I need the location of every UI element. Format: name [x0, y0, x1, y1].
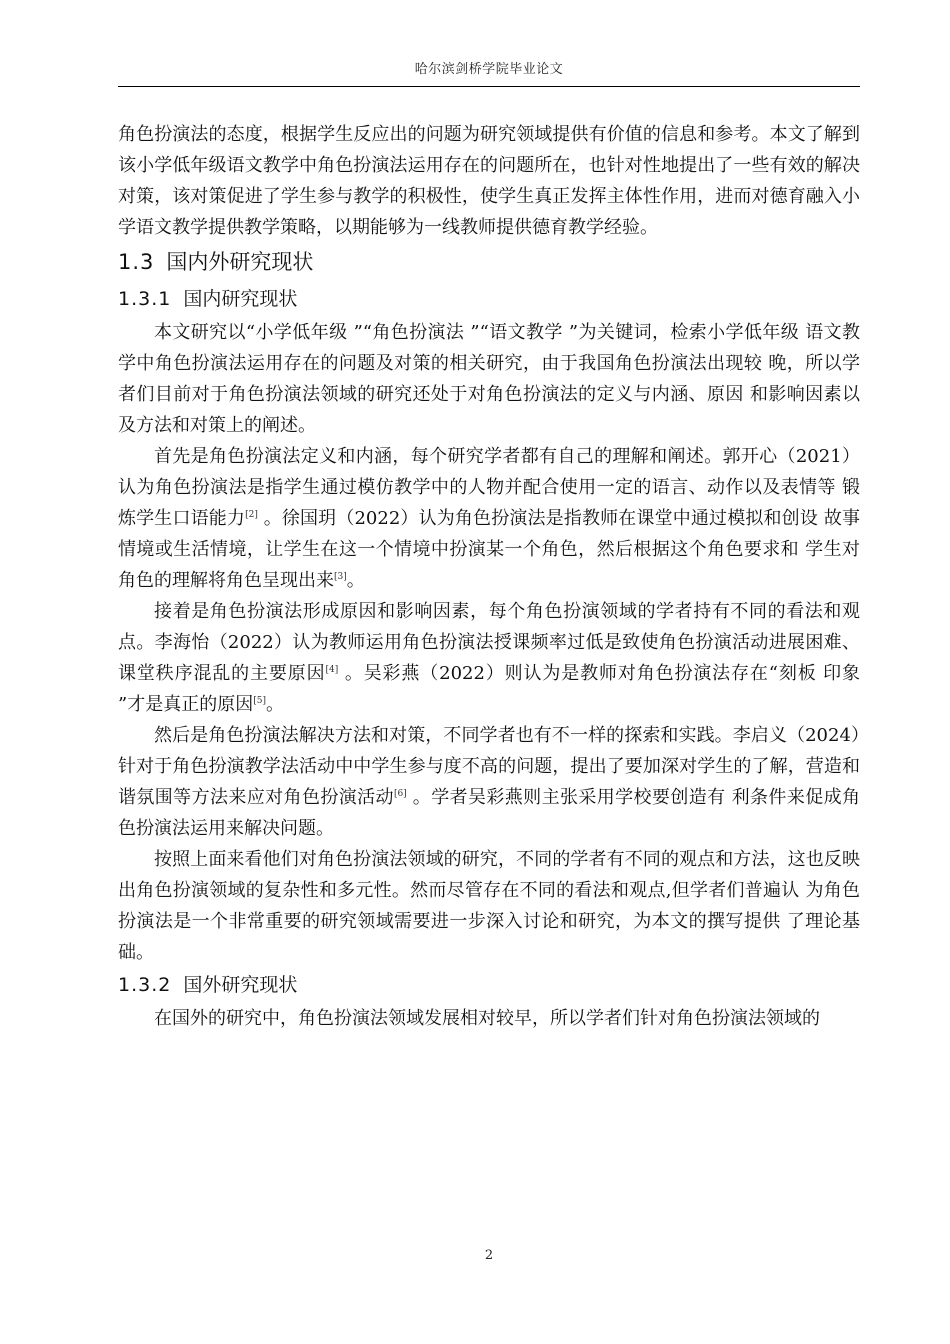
text-segment: 。 [346, 570, 365, 591]
text-segment: 。吴彩燕（2022）则认为是教师对角色扮演法存在“刻板 印象 ”才是真正的原因 [118, 663, 861, 715]
text-segment: 接着是角色扮演法形成原因和影响因素，每个角色扮演领域的学者持有不同的看法和观点。李海怡（2022）认为教师运用角色扮演法授课频率过低是致使角色扮演活动进展困难、课堂秩序混乱的主要原因 [118, 601, 860, 684]
paragraph-definition [118, 441, 860, 596]
citation-ref-4: [4] [325, 665, 339, 675]
text-segment: 。 [265, 694, 284, 715]
section-number: 1.3.1 [118, 288, 172, 310]
running-header: 哈尔滨剑桥学院毕业论文 [414, 62, 564, 77]
citation-ref-5: [5] [253, 696, 266, 706]
citation-ref-2: [2] [245, 510, 258, 520]
citation-ref-6: [6] [393, 789, 407, 799]
text-segment: 首先是角色扮演法定义和内涵，每个研究学者都有自己的理解和阐述。郭开心（2021） 认为角色扮演法是指学生通过模仿教学中的人物并配合使用一定的语言、动作以及表情等 锻炼学生口语能力 [118, 446, 860, 529]
text-segment: 。学者吴彩燕则主张采用学校要创造有 利条件来促成角色扮演法运用来解决问题。 [118, 787, 861, 839]
paragraph-foreign: 在国外的研究中，角色扮演法领域发展相对较早，所以学者们针对角色扮演法领域的 [154, 1008, 820, 1029]
section-title: 国内外研究现状 [166, 250, 314, 274]
paragraph-keywords: 本文研究以“小学低年级 ”“角色扮演法 ”“语文教学 ”为关键词，检索小学低年级 语文教学中角色扮演法运用存在的问题及对策的相关研究，由于我国角色扮演法出现较 晚，所以学者们目前对于角色扮演法领域的研究还处于对角色扮演法的定义与内涵、原因 和影响因素以及方法和对策上的阐述。 [118, 322, 860, 436]
section-heading-1-3-2 [118, 968, 860, 1003]
paragraph-continued: 角色扮演法的态度，根据学生反应出的问题为研究领域提供有价值的信息和参考。本文了解到该小学低年级语文教学中角色扮演法运用存在的问题所在，也针对性地提出了一些有效的解决对策，该对策促进了学生参与教学的积极性，使学生真正发挥主体性作用，进而对德育融入小学语文教学提供教学策略，以期能够为一线教师提供德育教学经验。 [118, 124, 860, 238]
section-heading-1-3-1 [118, 282, 860, 317]
section-heading-1-3 [118, 243, 860, 282]
paragraph-causes [118, 596, 860, 720]
section-title: 国内研究现状 [183, 288, 298, 310]
text-segment: 。徐国玥（2022）认为角色扮演法是指教师在课堂中通过模拟和创设 故事情境或生活情境，让学生在这一个情境中扮演某一个角色，然后根据这个角色要求和 学生对角色的理解将角色呈现出来 [118, 508, 860, 591]
text-segment: 然后是角色扮演法解决方法和对策，不同学者也有不一样的探索和实践。李启义（2024）针对于角色扮演教学法活动中中学生参与度不高的问题，提出了要加深对学生的了解，营造和谐氛围等方法来应对角色扮演活动 [118, 725, 860, 808]
section-title: 国外研究现状 [183, 974, 298, 996]
page-body [118, 119, 860, 1034]
header-rule [118, 86, 860, 87]
section-number: 1.3 [118, 250, 155, 274]
paragraph-summary: 按照上面来看他们对角色扮演法领域的研究，不同的学者有不同的观点和方法，这也反映出角色扮演领域的复杂性和多元性。然而尽管存在不同的看法和观点,但学者们普遍认 为角色扮演法是一个非常重要的研究领域需要进一步深入讨论和研究，为本文的撰写提供 了理论基础。 [118, 849, 860, 963]
paragraph-solutions [118, 720, 860, 844]
section-number: 1.3.2 [118, 974, 172, 996]
page-number: 2 [484, 1248, 494, 1263]
citation-ref-3: [3] [334, 572, 347, 582]
